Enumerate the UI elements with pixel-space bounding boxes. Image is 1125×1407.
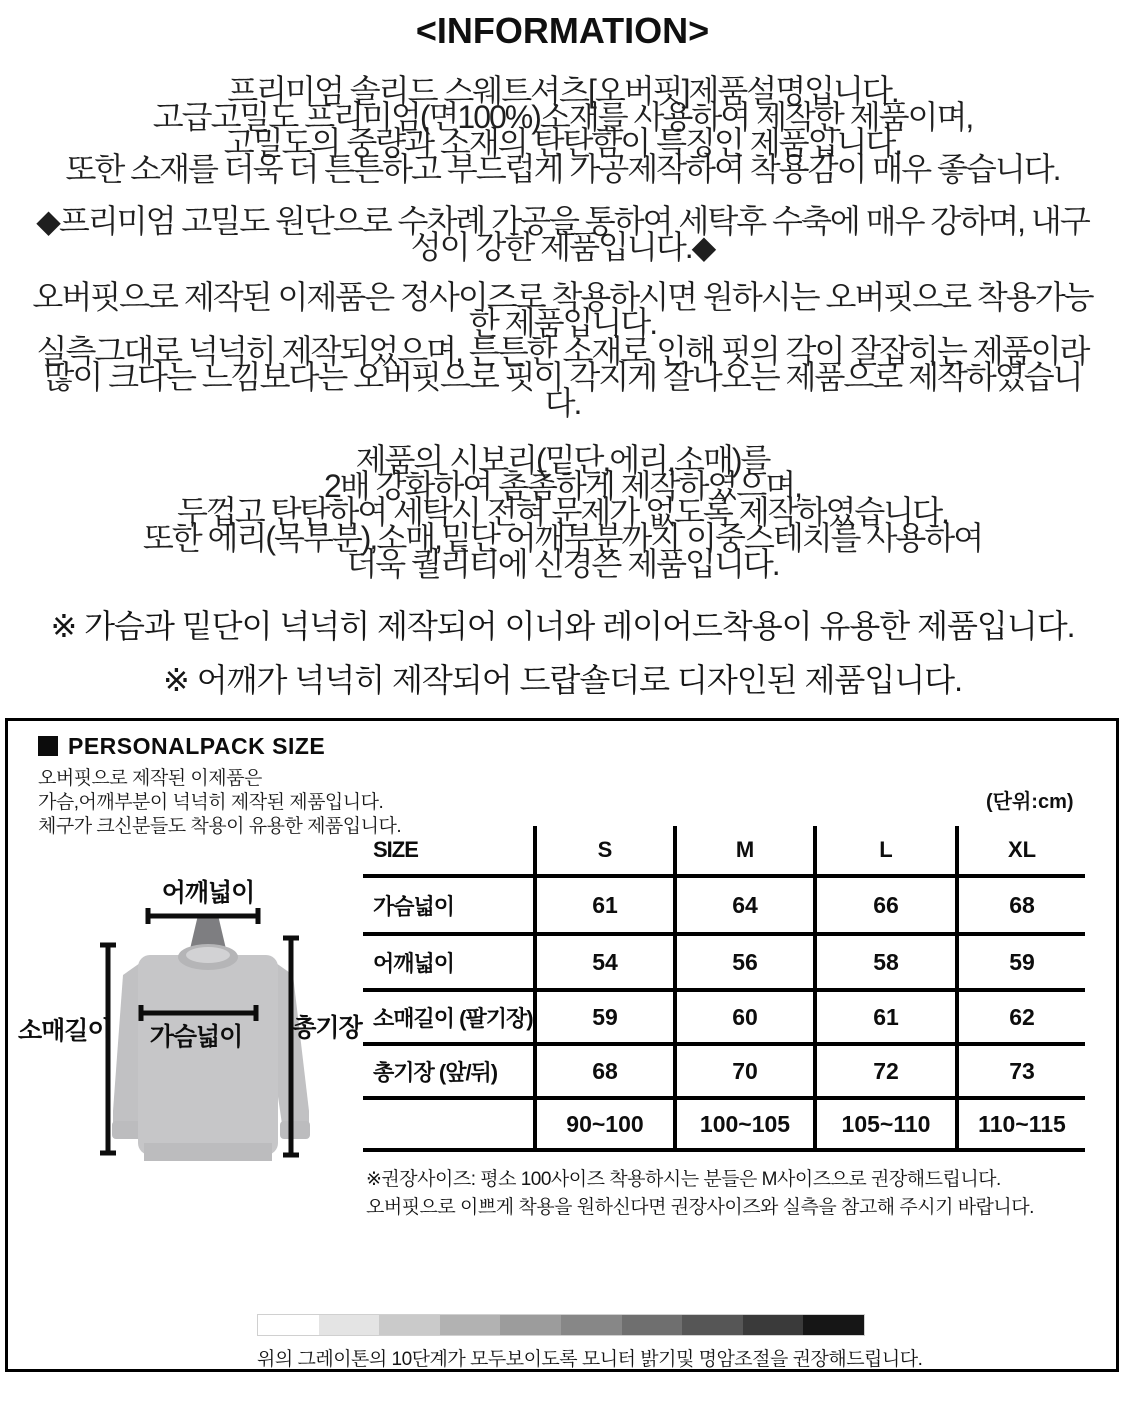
info-line: 더욱 퀄리티에 신경쓴 제품입니다. xyxy=(346,546,779,582)
left-cuff xyxy=(112,1121,142,1139)
info-section xyxy=(0,0,1125,701)
sleeve-length-label: 소매길이 xyxy=(18,1017,111,1045)
table-row xyxy=(363,1044,1085,1098)
grayscale-note: 위의 그레이톤의 10단계가 모두보이도록 모니터 밝기및 명암조절을 권장해드립니다. xyxy=(257,1349,923,1370)
info-paragraph-1 xyxy=(0,73,1125,187)
cell: 61 xyxy=(535,876,675,934)
gray-step xyxy=(258,1315,319,1335)
info-line: 또한 에리(목부분),소매,밑단 어깨부분까지 이중스테치를 사용하여 xyxy=(142,520,983,556)
section-title-text: PERSONALPACK SIZE xyxy=(68,733,326,759)
total-length-label: 총기장 xyxy=(292,1014,362,1042)
black-square-icon xyxy=(38,736,58,756)
info-line: 또한 소재를 더욱 더 튼튼하고 부드럽게 가공제작하여 착용감이 매우 좋습니다. xyxy=(65,151,1060,187)
gray-step xyxy=(622,1315,683,1335)
info-line: 오버핏으로 제작된 이제품은 정사이즈로 착용하시면 원하시는 오버핏으로 착용가능 xyxy=(32,279,1093,315)
gray-step xyxy=(500,1315,561,1335)
cell: 105~110 xyxy=(815,1098,957,1150)
info-notes xyxy=(0,605,1125,701)
chest-width-label: 가슴넓이 xyxy=(149,1023,243,1051)
cell: 68 xyxy=(957,876,1085,934)
info-line: 한 제품입니다. xyxy=(468,305,657,341)
info-line: 2배 강화하여 촘촘하게 제작하였으며, xyxy=(323,468,802,504)
grayscale-bar xyxy=(257,1314,865,1336)
header-s: S xyxy=(535,826,675,876)
info-paragraph-5 xyxy=(0,442,1125,582)
gray-step xyxy=(440,1315,501,1335)
info-line: 고밀도의 중량과 소재의 탄탄함이 특징인 제품입니다. xyxy=(223,125,902,161)
info-line: 프리미엄 솔리드 스웨트셔츠[오버핏]제품설명입니다. xyxy=(227,73,898,109)
cell: 54 xyxy=(535,934,675,990)
info-paragraph-2 xyxy=(0,203,1125,265)
table-row xyxy=(363,934,1085,990)
info-paragraph-4 xyxy=(0,333,1125,421)
cell: 66 xyxy=(815,876,957,934)
info-line: 제품의 시보리(밑단,에리,소매)를 xyxy=(355,442,770,478)
cell: 60 xyxy=(675,990,815,1044)
recommend-note-line: 오버핏으로 이쁘게 착용을 원하신다면 권장사이즈와 실측을 참고해 주시기 바랍니다. xyxy=(366,1197,1034,1218)
row-label: 어깨넓이 xyxy=(363,934,535,990)
size-intro xyxy=(38,767,401,839)
table-row xyxy=(363,876,1085,934)
right-cuff xyxy=(280,1121,310,1139)
row-label: 총기장 (앞/뒤) xyxy=(363,1044,535,1098)
info-paragraph-3 xyxy=(0,279,1125,341)
size-table-header-row xyxy=(363,826,1085,876)
collar-inner xyxy=(186,947,230,963)
hem-band xyxy=(144,1143,272,1161)
shoulder-width-label: 어깨넓이 xyxy=(161,879,255,907)
cell: 110~115 xyxy=(957,1098,1085,1150)
gray-step xyxy=(319,1315,380,1335)
row-label: 소매길이 (팔기장) xyxy=(363,990,535,1044)
info-line: 많이 크다는 느낌보다는 오버핏으로 핏이 각지게 잘나오는 제품으로 제작하였습니 xyxy=(43,359,1082,395)
info-line: 성이 강한 제품입니다.◆ xyxy=(410,229,715,265)
size-section-title xyxy=(38,733,325,760)
cell: 59 xyxy=(535,990,675,1044)
header-l: L xyxy=(815,826,957,876)
grayscale-calibration xyxy=(257,1314,923,1371)
gray-step xyxy=(379,1315,440,1335)
size-intro-line: 가슴,어깨부분이 넉넉히 제작된 제품입니다. xyxy=(38,792,384,813)
info-line: 실측그대로 넉넉히 제작되었으며, 튼튼한 소재로 인해 핏의 각이 잘잡히는 제품이라 xyxy=(36,333,1089,369)
info-line: 고급고밀도 프리미엄(면100%)소재를 사용하여 제작한 제품이며, xyxy=(152,99,973,135)
gray-step xyxy=(743,1315,804,1335)
size-intro-line: 오버핏으로 제작된 이제품은 xyxy=(38,768,262,789)
gray-step xyxy=(803,1315,864,1335)
cell: 58 xyxy=(815,934,957,990)
recommend-note-line: ※권장사이즈: 평소 100사이즈 착용하시는 분들은 M사이즈으로 권장해드립니다. xyxy=(366,1169,1001,1190)
table-row xyxy=(363,1098,1085,1150)
unit-label: (단위:cm) xyxy=(986,791,1074,813)
cell: 70 xyxy=(675,1044,815,1098)
size-intro-line: 체구가 크신분들도 착용이 유용한 제품입니다. xyxy=(38,816,402,837)
cell: 73 xyxy=(957,1044,1085,1098)
cell: 56 xyxy=(675,934,815,990)
gray-step xyxy=(561,1315,622,1335)
page-title: <INFORMATION> xyxy=(415,10,710,51)
cell: 68 xyxy=(535,1044,675,1098)
cell: 61 xyxy=(815,990,957,1044)
cell: 64 xyxy=(675,876,815,934)
header-m: M xyxy=(675,826,815,876)
note-drop-shoulder: ※ 어깨가 넉넉히 제작되어 드랍숄더로 디자인된 제품입니다. xyxy=(163,662,962,698)
recommend-notes xyxy=(366,1166,1034,1222)
hanger-shape xyxy=(190,915,226,949)
row-label xyxy=(363,1098,535,1150)
cell: 90~100 xyxy=(535,1098,675,1150)
cell: 100~105 xyxy=(675,1098,815,1150)
table-row xyxy=(363,990,1085,1044)
info-line: 두껍고 탄탄하여 세탁시 전혀 문제가 없도록 제작하였습니다. xyxy=(176,494,949,530)
measurement-diagram xyxy=(18,871,388,1191)
info-line: 다. xyxy=(544,385,581,421)
cell: 62 xyxy=(957,990,1085,1044)
row-label: 가슴넓이 xyxy=(363,876,535,934)
cell: 59 xyxy=(957,934,1085,990)
cell: 72 xyxy=(815,1044,957,1098)
size-guide-box xyxy=(5,718,1119,1372)
note-layered: ※ 가슴과 밑단이 넉넉히 제작되어 이너와 레이어드착용이 유용한 제품입니다. xyxy=(50,608,1075,644)
header-xl: XL xyxy=(957,826,1085,876)
sweatshirt-body xyxy=(138,955,278,1155)
size-table xyxy=(363,826,1085,1152)
header-size: SIZE xyxy=(363,826,535,876)
info-line: ◆프리미엄 고밀도 원단으로 수차례 가공을 통하여 세탁후 수축에 매우 강하며, 내구 xyxy=(36,203,1089,239)
gray-step xyxy=(682,1315,743,1335)
